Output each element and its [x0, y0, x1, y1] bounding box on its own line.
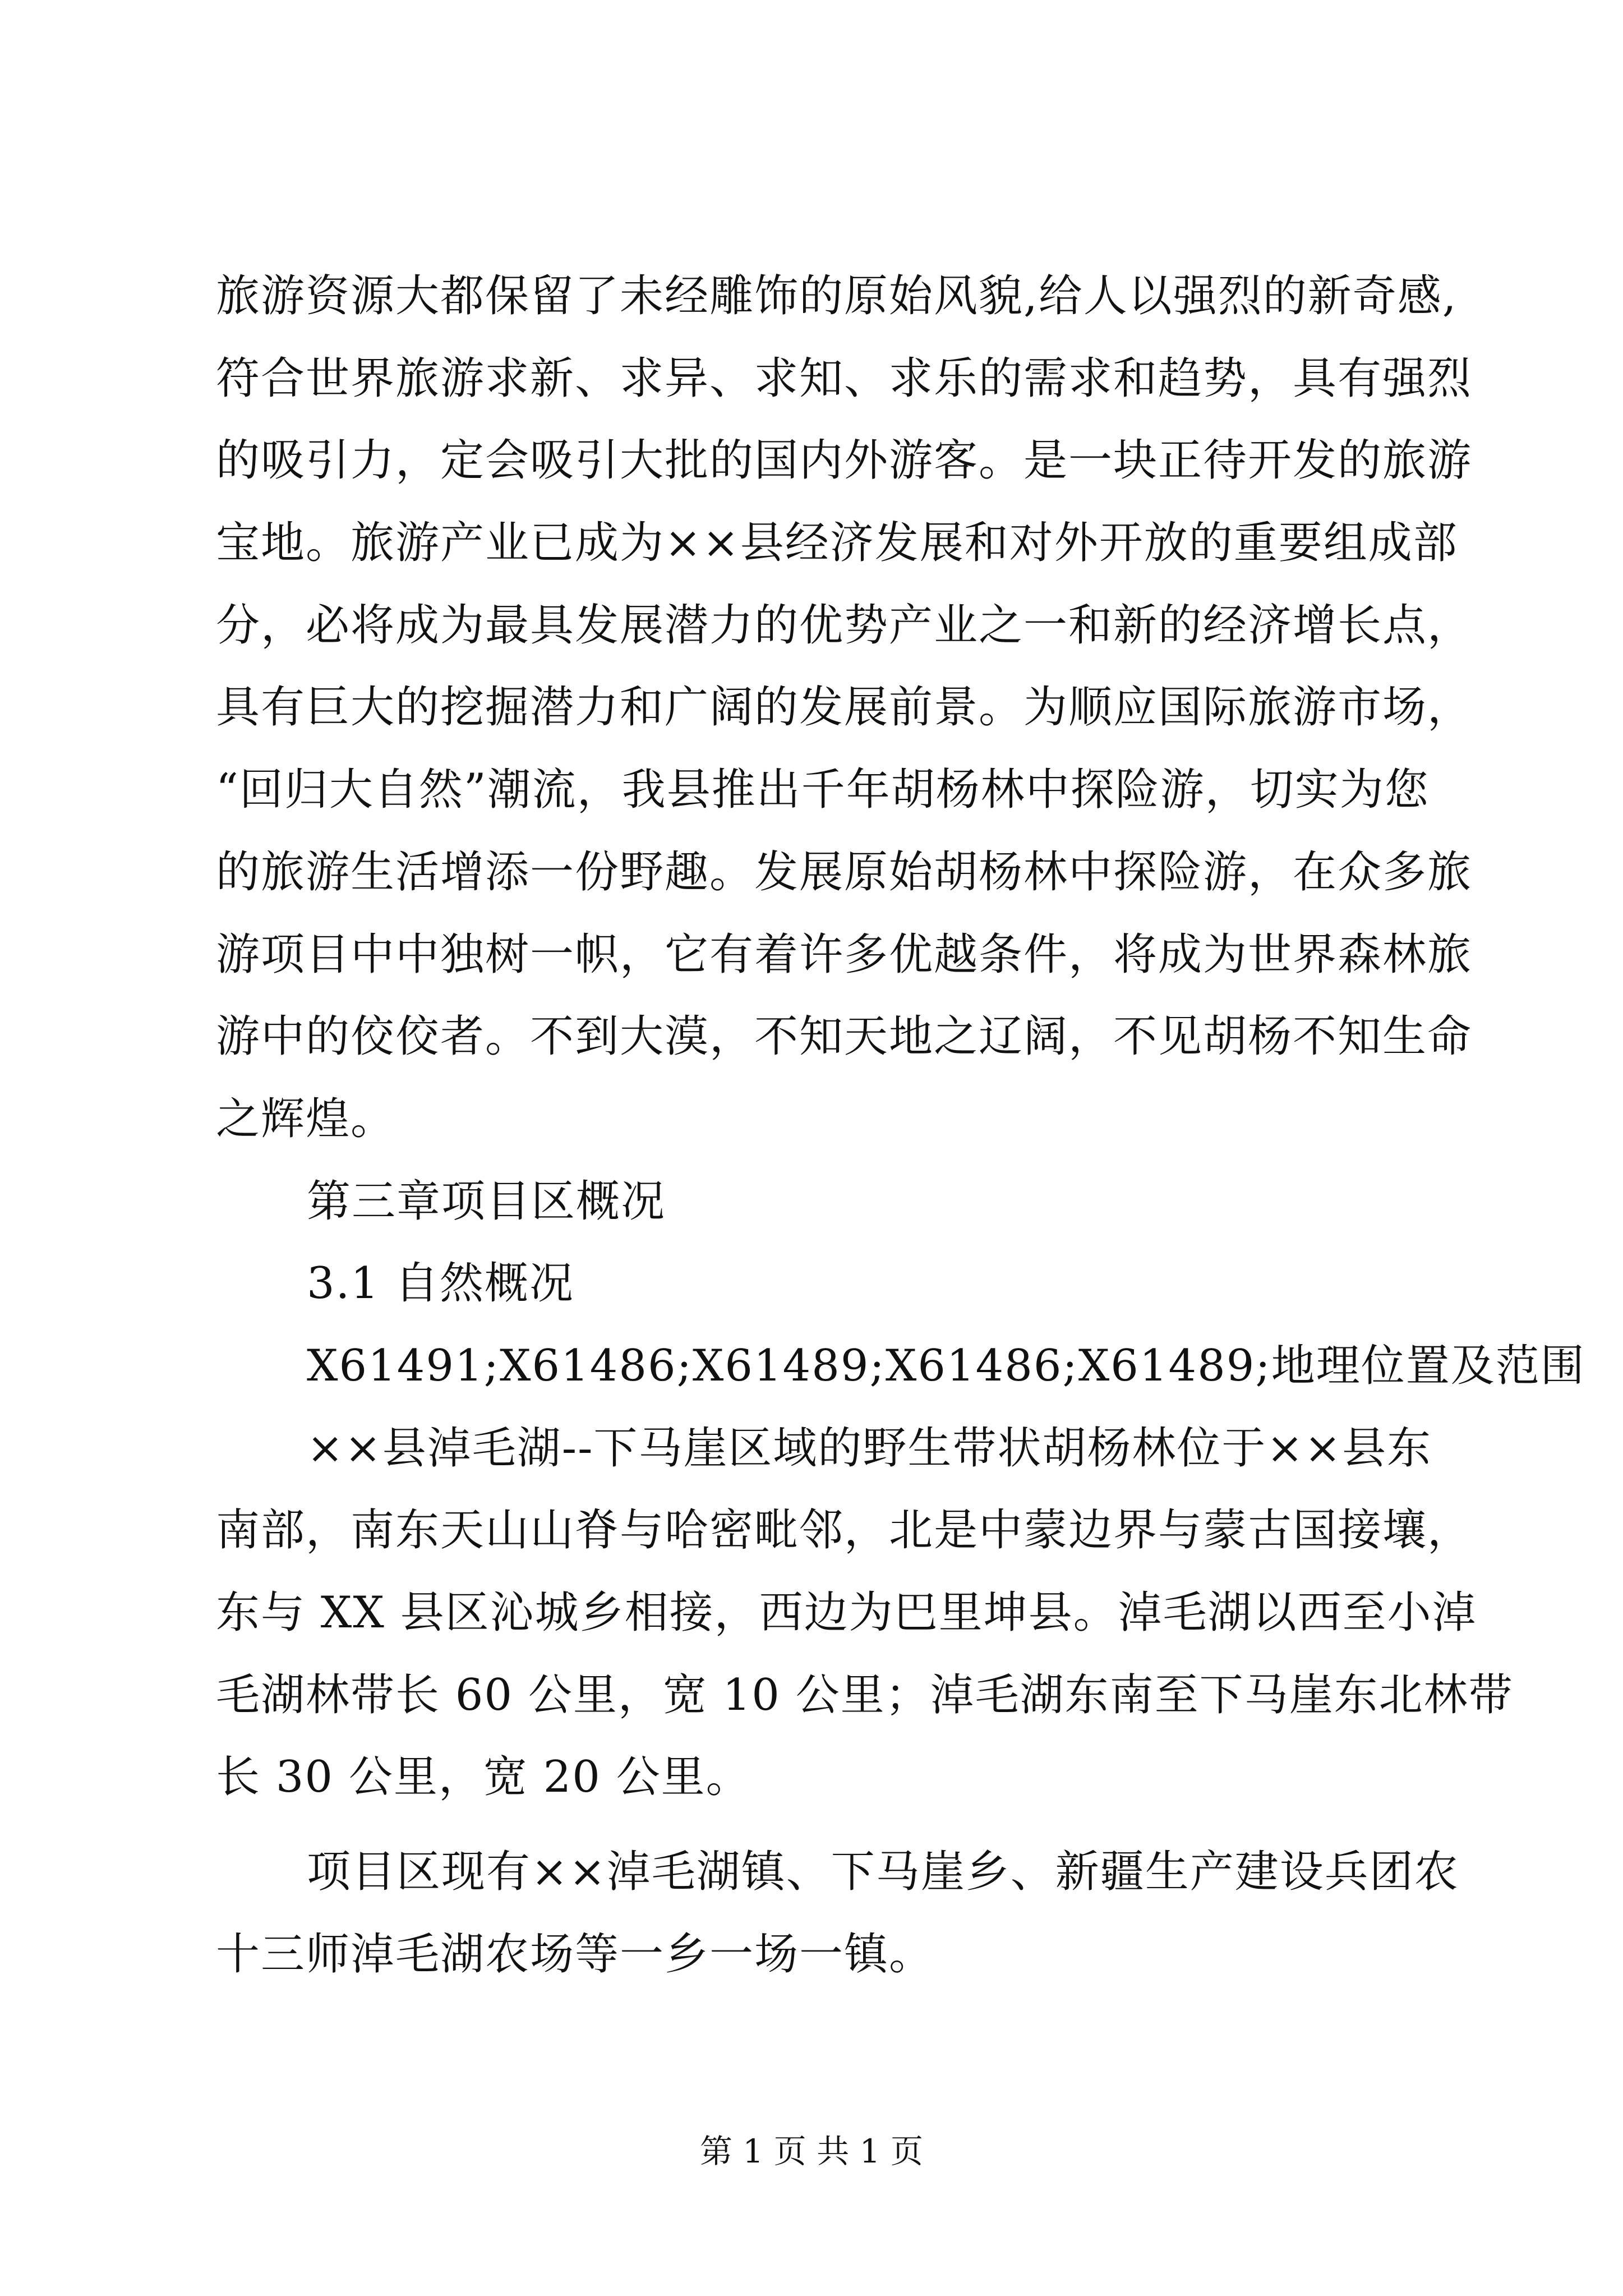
text-line: 东与 XX 县区沁城乡相接，西边为巴里坤县。淖毛湖以西至小淖 [216, 1588, 1477, 1638]
section-heading: 3.1 自然概况 [307, 1258, 574, 1309]
text-line: 符合世界旅游求新、求异、求知、求乐的需求和趋势，具有强烈 [216, 353, 1473, 404]
paragraph-project-area [216, 1831, 1459, 1995]
text-line: 游项目中中独树一帜，它有着许多优越条件，将成为世界森林旅 [216, 929, 1473, 980]
paragraph-location [216, 1407, 1514, 1819]
text-line: 宝地。旅游产业已成为××县经济发展和对外开放的重要组成部 [216, 518, 1458, 569]
document-body [216, 255, 1585, 1995]
text-line: 的吸引力，定会吸引大批的国内外游客。是一块正待开发的旅游 [216, 435, 1473, 486]
subsection-heading: X61491;X61486;X61489;X61486;X61489;地理位置及范围 [307, 1340, 1585, 1391]
text-line: “回归大自然”潮流，我县推出千年胡杨林中探险游，切实为您 [216, 765, 1430, 816]
text-line: 旅游资源大都保留了未经雕饰的原始风貌,给人以强烈的新奇感, [216, 271, 1458, 321]
paragraph-tourism-intro [216, 255, 1473, 1161]
text-line: ××县淖毛湖--下马崖区域的野生带状胡杨林位于××县东 [307, 1423, 1432, 1474]
text-line: 项目区现有××淖毛湖镇、下马崖乡、新疆生产建设兵团农 [307, 1847, 1459, 1898]
text-line: 之辉煌。 [216, 1093, 396, 1144]
text-line: 十三师淖毛湖农场等一乡一场一镇。 [216, 1929, 934, 1980]
text-line: 具有巨大的挖掘潜力和广阔的发展前景。为顺应国际旅游市场， [216, 682, 1473, 733]
text-line: 南部，南东天山山脊与哈密毗邻，北是中蒙边界与蒙古国接壤， [216, 1505, 1473, 1556]
text-line: 游中的佼佼者。不到大漠，不知天地之辽阔，不见胡杨不知生命 [216, 1011, 1473, 1062]
page-footer: 第 1 页 共 1 页 [700, 2132, 923, 2170]
text-line: 的旅游生活增添一份野趣。发展原始胡杨林中探险游，在众多旅 [216, 846, 1473, 898]
text-line: 长 30 公里，宽 20 公里。 [216, 1752, 751, 1803]
text-line: 毛湖林带长 60 公里，宽 10 公里；淖毛湖东南至下马崖东北林带 [216, 1669, 1514, 1720]
chapter-heading: 第三章项目区概况 [307, 1176, 666, 1227]
text-line: 分，必将成为最具发展潜力的优势产业之一和新的经济增长点， [216, 600, 1473, 651]
